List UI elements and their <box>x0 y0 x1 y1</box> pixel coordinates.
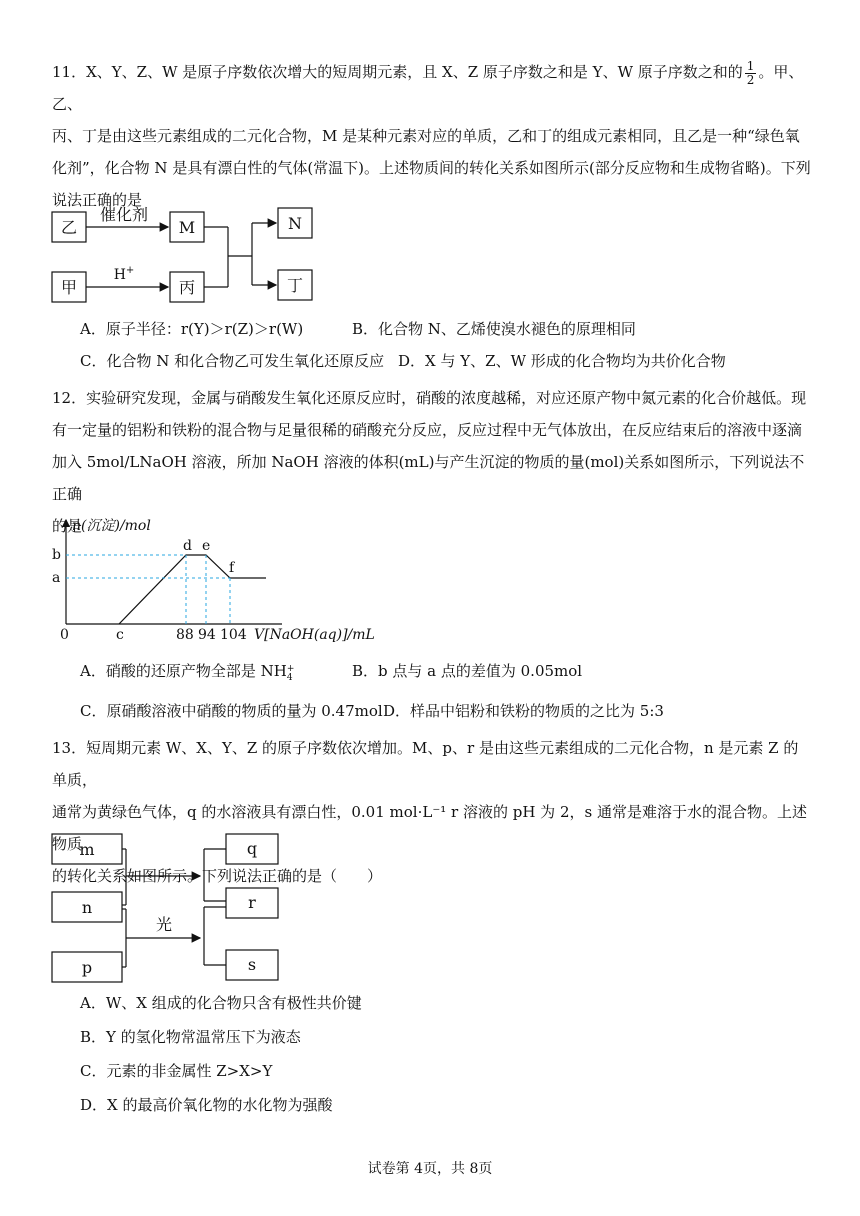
q13-line1: 13．短周期元素 W、X、Y、Z 的原子序数依次增加。M、p、r 是由这些元素组成的二元化合物，n 是元素 Z 的单质， <box>52 739 799 789</box>
label-s: s <box>247 955 257 974</box>
q12-line1: 12．实验研究发现，金属与硝酸发生氧化还原反应时，硝酸的浓度越稀，对应还原产物中氮元素的化合价越低。现 <box>52 389 807 407</box>
label-catalyst: 催化剂 <box>99 205 149 224</box>
q11-option-d[interactable]: D．X 与 Y、Z、W 形成的化合物均为共价化合物 <box>398 352 726 370</box>
q12-option-b[interactable]: B．b 点与 a 点的差值为 0.05mol <box>352 662 583 680</box>
q12-option-d[interactable]: D．样品中铝粉和铁粉的物质的之比为 5:3 <box>383 702 664 720</box>
q11-diagram <box>40 200 340 310</box>
label-yi: 乙 <box>60 218 78 237</box>
q11-line3: 化剂”，化合物 N 是具有漂白性的气体(常温下)。上述物质间的转化关系如图所示(部分反应物和生成物省略)。下列 <box>52 159 811 177</box>
label-acid: H+ <box>113 265 135 283</box>
point-d: d <box>183 538 192 554</box>
q12-line3: 加入 5mol/LNaOH 溶液，所加 NaOH 溶液的体积(mL)与产生沉淀的物质的量(mol)关系如图所示，下列说法不正确 <box>52 453 805 503</box>
tick-104: 104 <box>220 627 247 643</box>
tick-origin: 0 <box>60 627 69 643</box>
graph-ylabel: n(沉淀)/mol <box>72 518 151 534</box>
tick-b: b <box>52 547 61 563</box>
label-jia: 甲 <box>60 278 78 297</box>
point-f: f <box>229 560 235 576</box>
q13-option-c[interactable]: C．元素的非金属性 Z>X>Y <box>80 1062 273 1080</box>
q11-fraction: $\frac{1}{2}$ <box>746 58 755 87</box>
label-r: r <box>248 893 256 912</box>
q11-line1b: 。甲、乙、 <box>52 63 804 113</box>
q13-option-d[interactable]: D．X 的最高价氧化物的水化物为强酸 <box>80 1096 333 1114</box>
label-p: p <box>81 958 93 977</box>
tick-88: 88 <box>176 627 194 643</box>
label-n: n <box>81 898 93 917</box>
q11-option-c[interactable]: C．化合物 N 和化合物乙可发生氧化还原反应 <box>80 352 385 370</box>
q11-option-b[interactable]: B．化合物 N、乙烯使溴水褪色的原理相同 <box>352 320 636 338</box>
label-m: m <box>79 840 95 859</box>
tick-94: 94 <box>198 627 216 643</box>
q12-line2: 有一定量的铝粉和铁粉的混合物与足量很稀的硝酸充分反应，反应过程中无气体放出，在反应结束后的溶液中逐滴 <box>52 421 803 439</box>
tick-a: a <box>52 570 61 586</box>
point-e: e <box>202 538 211 554</box>
q11-option-a[interactable]: A．原子半径：r(Y)＞r(Z)＞r(W) <box>80 320 304 338</box>
q12-line4: 的是 <box>52 517 83 535</box>
label-ding: 丁 <box>286 276 304 295</box>
q11-stem <box>52 56 812 216</box>
q12-option-a[interactable]: A．硝酸的还原产物全部是 NH + 4 <box>80 662 295 683</box>
q13-diagram <box>40 826 300 990</box>
label-m: M <box>178 218 196 237</box>
q11-line2: 丙、丁是由这些元素组成的二元化合物，M 是某种元素对应的单质，乙和丁的组成元素相同，且乙是一种“绿色氧 <box>52 127 800 145</box>
q13-option-a[interactable]: A．W、X 组成的化合物只含有极性共价键 <box>80 994 362 1012</box>
label-bing: 丙 <box>178 278 196 297</box>
q13-line2: 通常为黄绿色气体，q 的水溶液具有漂白性，0.01 mol·L⁻¹ r 溶液的 pH 为 2，s 通常是难溶于水的混合物。上述物质 <box>52 803 807 853</box>
q12-option-c[interactable]: C．原硝酸溶液中硝酸的物质的量为 0.47mol <box>80 702 383 720</box>
page-footer: 试卷第 4页，共 8页 <box>367 1161 493 1177</box>
graph-xlabel: V[NaOH(aq)]/mL <box>254 627 375 643</box>
label-light: 光 <box>155 915 173 934</box>
q13-option-b[interactable]: B．Y 的氢化物常温常压下为液态 <box>80 1028 301 1046</box>
q13-line3: 的转化关系如图所示。下列说法正确的是（ ） <box>52 867 383 885</box>
label-q: q <box>246 839 258 858</box>
q12-graph <box>40 512 400 644</box>
label-n: N <box>288 214 302 233</box>
q11-line4: 说法正确的是 <box>52 191 143 209</box>
q11-line1a: 11．X、Y、Z、W 是原子序数依次增大的短周期元素，且 X、Z 原子序数之和是 Y、W 原子序数之和的 <box>52 63 743 81</box>
tick-c: c <box>116 627 124 643</box>
curve <box>119 555 266 624</box>
